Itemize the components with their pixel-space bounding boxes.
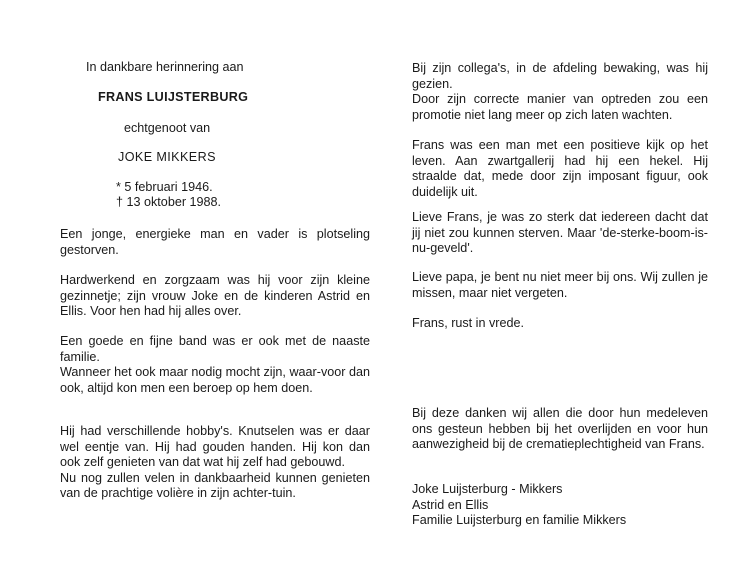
birth-date: * 5 februari 1946. — [116, 180, 213, 194]
death-date: † 13 oktober 1988. — [116, 195, 222, 209]
paragraph — [60, 424, 370, 502]
paragraph-text: Frans was een man met een positieve kijk op het leven. Aan zwartgallerij had hij een hekel. Hij straalde dat, mede door zijn imposant figuur, ook duidelijk uit. — [412, 138, 708, 199]
paragraph — [60, 273, 370, 320]
paragraph — [412, 210, 708, 257]
paragraph-text: Wanneer het ook maar nodig mocht zijn, waar-voor dan ook, altijd kon men een beroep op hem doen. — [60, 365, 370, 395]
signature-line: Familie Luijsterburg en familie Mikkers — [412, 513, 627, 528]
paragraph-text: Door zijn correcte manier van optreden zou een promotie niet lang meer op zich laten wachten. — [412, 92, 708, 122]
paragraph-text: Nu nog zullen velen in dankbaarheid kunnen genieten van de prachtige volière in zijn achter-tuin. — [60, 470, 370, 501]
intro-line: In dankbare herinnering aan — [86, 60, 244, 74]
paragraph — [412, 138, 708, 200]
thanks-text: Bij deze danken wij allen die door hun medeleven ons gesteun hebben bij het overlijden en voor hun aanwezigheid bij de crematieplechtigheid van Frans. — [412, 406, 708, 452]
paragraph-text: Lieve papa, je bent nu niet meer bij ons. Wij zullen je missen, maar niet vergeten. — [412, 270, 708, 300]
paragraph-text: Hij had verschillende hobby's. Knutselen was er daar wel eentje van. Hij had gouden handen. Hij kon dan ook zelf genieten van dat wat hij zelf had gebouwd. — [60, 424, 370, 470]
signature-line: Astrid en Ellis — [412, 497, 489, 512]
paragraph — [60, 334, 370, 396]
thanks-paragraph — [412, 406, 708, 453]
paragraph-text: Bij zijn collega's, in de afdeling bewaking, was hij gezien. — [412, 61, 708, 91]
closing-line: Frans, rust in vrede. — [412, 316, 524, 330]
signatures — [412, 482, 708, 529]
relation-line: echtgenoot van — [124, 121, 211, 135]
paragraph — [412, 316, 708, 332]
paragraph — [412, 61, 708, 123]
spouse-name: JOKE MIKKERS — [118, 150, 216, 164]
signature-line: Joke Luijsterburg - Mikkers — [412, 482, 563, 496]
paragraph-text: Een goede en fijne band was er ook met de naaste familie. — [60, 334, 370, 364]
paragraph-text: Hardwerkend en zorgzaam was hij voor zijn kleine gezinnetje; zijn vrouw Joke en de kinderen Astrid en Ellis. Voor hen had hij alles over. — [60, 273, 370, 319]
paragraph — [60, 227, 370, 258]
paragraph-text: Een jonge, energieke man en vader is plotseling gestorven. — [60, 227, 370, 257]
deceased-name: FRANS LUIJSTERBURG — [98, 90, 249, 104]
paragraph-text: Lieve Frans, je was zo sterk dat iedereen dacht dat jij niet zou kunnen sterven. Maar 'de-sterke-boom-is-nu-geveld'. — [412, 210, 708, 256]
paragraph — [412, 270, 708, 301]
